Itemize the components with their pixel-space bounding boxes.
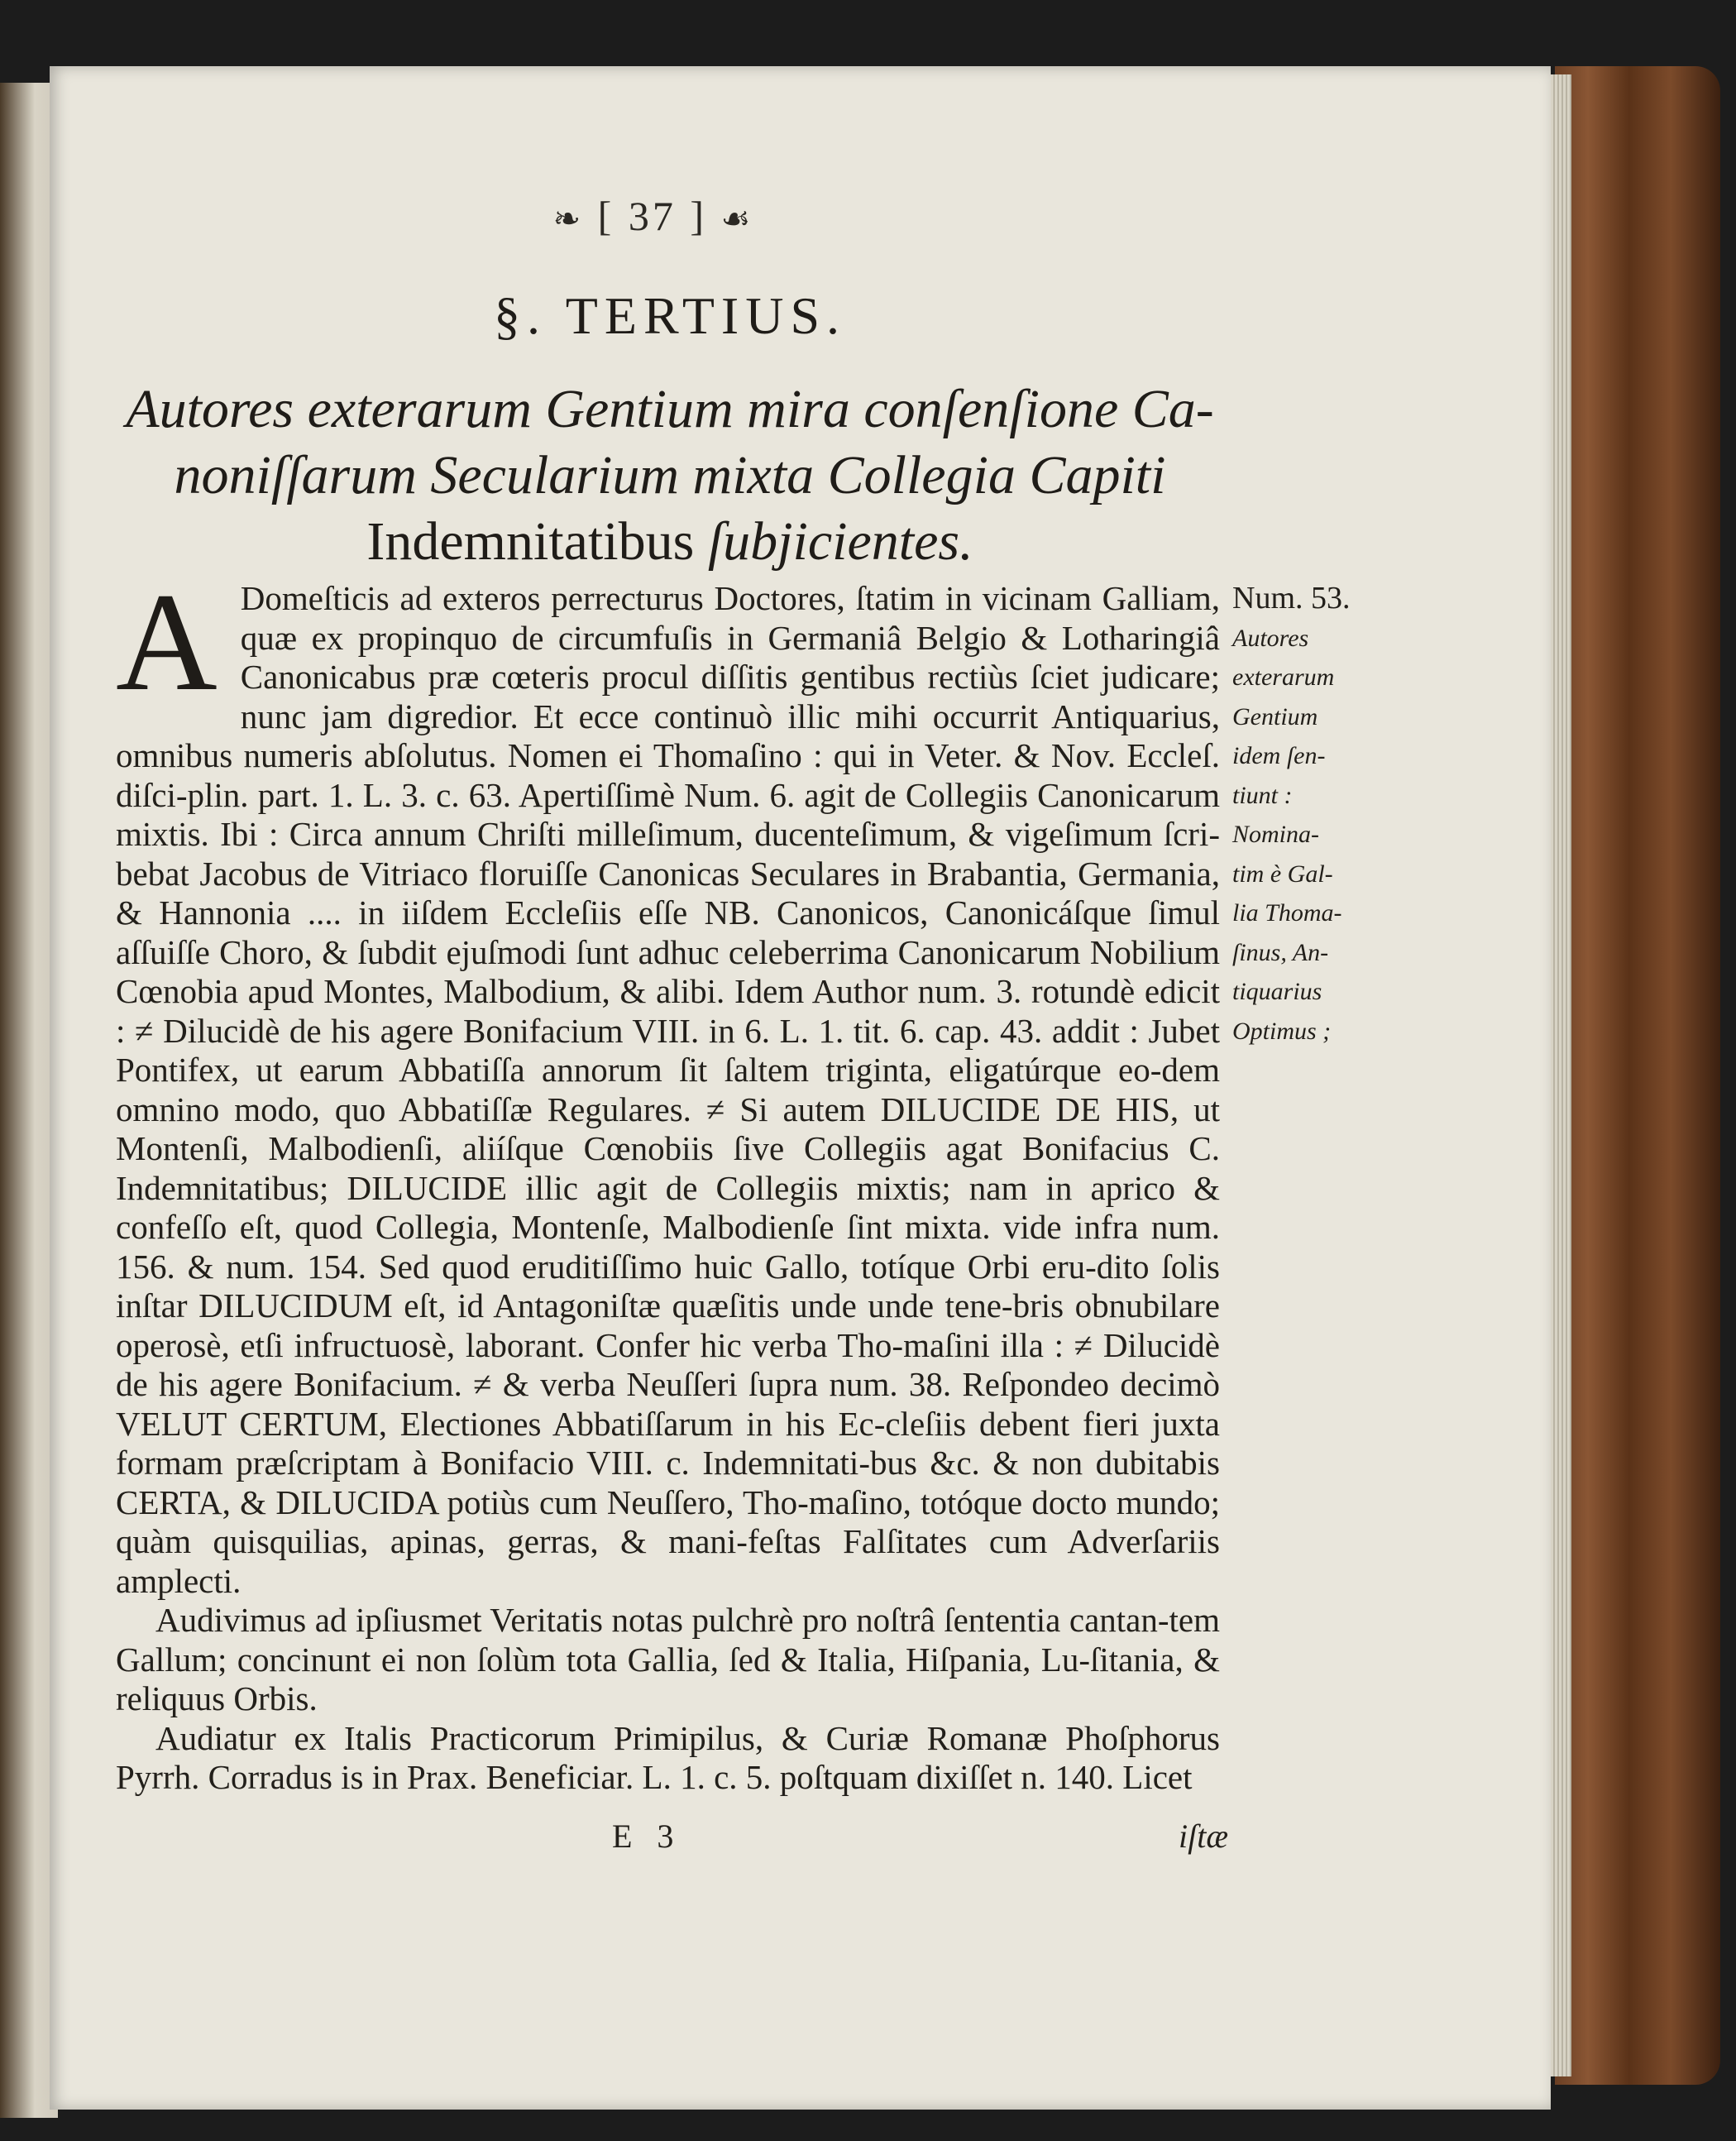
- heading-line-3: [116, 509, 1224, 575]
- paragraph-1-text: Domeſticis ad exteros perrecturus Doctores, ſtatim in vicinam Galliam, quæ ex propinquo de circumfuſis in Germaniâ Belgio & Lotharingiâ Canonicabus præ cœteris procul diſſitis gentibus rectiùs ſciet judicare; nunc jam digredior. Et ecce continuò illic mihi occurrit Antiquarius, omnibus numeris abſolutus. Nomen ei Thomaſino : qui in Veter. & Nov. Eccleſ. diſci-plin. part. 1. L. 3. c. 63. Apertiſſimè Num. 6. agit de Collegiis Canonicarum mixtis. Ibi : Circa annum Chriſti milleſimum, ducenteſimum, & vigeſimum ſcri-bebat Jacobus de Vitriaco floruiſſe Canonicas Seculares in Brabantia, Germania, & Hannonia .... in iiſdem Eccleſiis eſſe NB. Canonicos, Canonicáſque ſimul aſſuiſſe Choro, & ſubdit ejuſmodi ſunt adhuc celeberrima Canonicarum Nobilium Cœnobia apud Montes, Malbodium, & alibi. Idem Author num. 3. rotundè edicit : ≠ Dilucidè de his agere Bonifacium VIII. in 6. L. 1. tit. 6. cap. 43. addit : Jubet Pontifex, ut earum Abbatiſſa annorum ſit ſaltem triginta, eligatúrque eo-dem omnino modo, quo Abbatiſſæ Regulares. ≠ Si autem DILUCIDE DE HIS, ut Montenſi, Malbodienſi, aliíſque Cœnobiis ſive Collegiis agat Bonifacius C. Indemnitatibus; DILUCIDE illic agit de Collegiis mixtis; nam in aprico & confeſſo eſt, quod Collegia, Montenſe, Malbodienſe ſint mixta. vide infra num. 156. & num. 154. Sed quod eruditiſſimo huic Gallo, totíque Orbi eru-dito ſolis inſtar DILUCIDUM eſt, id Antagoniſtæ quæſitis unde unde tene-bris obnubilare operosè, etſi infructuosè, laborant. Confer hic verba Tho-maſini illa : ≠ Dilucidè de his agere Bonifacium. ≠ & verba Neuſſeri ſupra num. 38. Reſpondeo decimò VELUT CERTUM, Electiones Abbatiſſarum in his Ec-cleſiis debent fieri juxta formam præſcriptam à Bonifacio VIII. c. Indemnitati-bus &c. & non dubitabis CERTA, & DILUCIDA potiùs cum Neuſſero, Tho-maſino, totóque docto mundo; quàm quisquilias, apinas, gerras, & mani-feſtas Falſitates cum Adverſariis amplecti.: [116, 579, 1220, 1600]
- heading-line-2: noniſſarum Secularium mixta Collegia Capiti: [174, 445, 1166, 505]
- marginal-line: tim è Gal-: [1232, 860, 1333, 888]
- marginal-line: Autores: [1232, 624, 1309, 652]
- heading-line-3-italic: ſubjicientes.: [707, 511, 973, 572]
- marginal-line: idem ſen-: [1232, 742, 1326, 769]
- marginal-line: Gentium: [1232, 702, 1318, 730]
- signature-mark: E 3: [612, 1818, 682, 1855]
- marginal-note: [1232, 579, 1365, 1051]
- marginal-line: Nomina-: [1232, 821, 1319, 848]
- marginal-number: Num. 53.: [1232, 581, 1351, 615]
- ornament-right-icon: ☙: [720, 200, 754, 237]
- marginal-line: ſinus, An-: [1232, 938, 1329, 966]
- folio-text: [ 37 ]: [597, 193, 707, 239]
- book-cover-edge: [1555, 66, 1720, 2085]
- drop-cap: A: [116, 564, 218, 720]
- paragraph-3: Audiatur ex Italis Practicorum Primipilus, & Curiæ Romanæ Phoſphorus Pyrrh. Corradus is in Prax. Beneficiar. L. 1. c. 5. poſtquam dixiſſet n. 140. Licet: [116, 1718, 1220, 1796]
- marginal-line: Optimus ;: [1232, 1017, 1332, 1045]
- marginal-line: lia Thoma-: [1232, 899, 1342, 927]
- body-text: [116, 564, 1220, 1798]
- paragraph-1: [116, 564, 1220, 1601]
- heading-line-1: Autores exterarum Gentium mira conſenſione Ca-: [126, 379, 1214, 439]
- catchword: iſtæ: [1179, 1818, 1229, 1855]
- marginal-line: exterarum: [1232, 663, 1335, 691]
- ornament-left-icon: ❧: [552, 200, 585, 237]
- heading-line-3-upright: Indemnitatibus: [366, 511, 695, 572]
- marginal-line: tiquarius: [1232, 978, 1322, 1005]
- marginal-line: tiunt :: [1232, 781, 1293, 809]
- page-number: [529, 192, 777, 240]
- chapter-heading: [116, 376, 1224, 575]
- section-title: §. TERTIUS.: [493, 286, 847, 345]
- paragraph-2: Audivimus ad ipſiusmet Veritatis notas pulchrè pro noſtrâ ſententia cantan-tem Gallum; concinunt ei non ſolùm tota Gallia, ſed & Italia, Hiſpania, Lu-ſitania, & reliquus Orbis.: [116, 1601, 1220, 1717]
